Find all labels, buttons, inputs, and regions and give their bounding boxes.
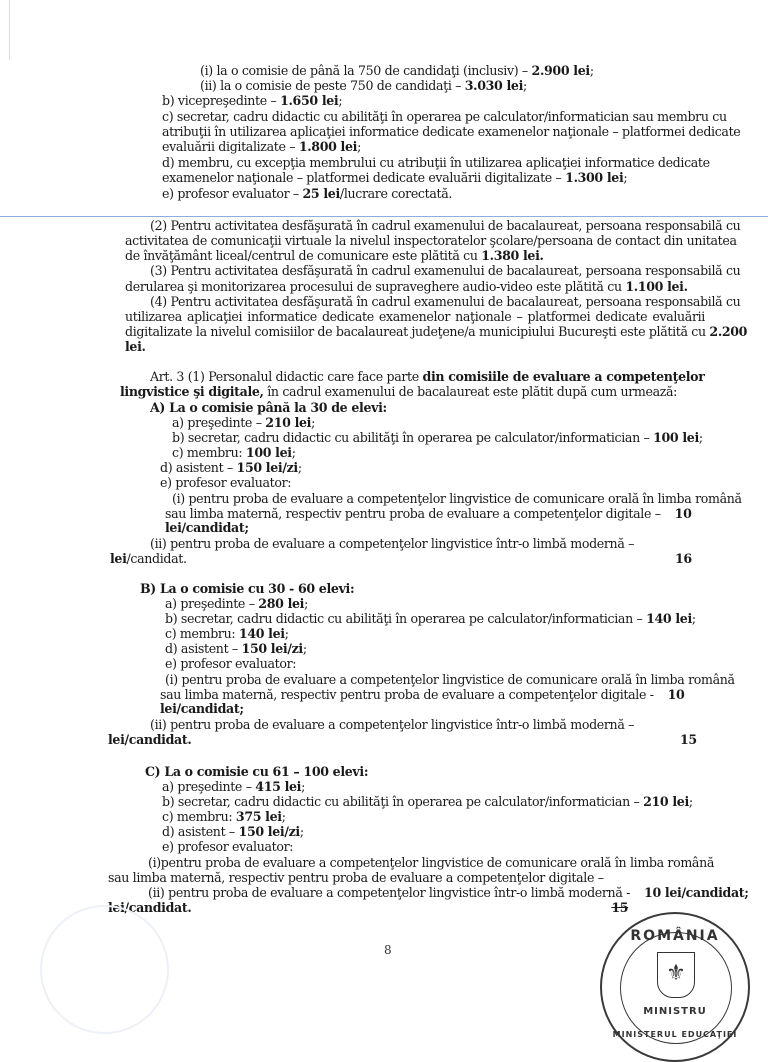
scan-fold-line bbox=[0, 216, 768, 217]
para2-line2: activitatea de comunicaţii virtuale la nivelul inspectoratelor şcolare/persoana de contact din unitatea bbox=[125, 233, 737, 248]
section-b-membru: c) membru: 140 lei; bbox=[165, 626, 289, 641]
faint-stamp-left bbox=[40, 905, 169, 1034]
section-b-secretar: b) secretar, cadru didactic cu abilităţi în operarea pe calculator/informatician – 140 lei; bbox=[165, 611, 696, 626]
para4-line2: utilizarea aplicaţiei informatice dedicate examenelor naţionale – platformei dedicate evaluării bbox=[125, 309, 705, 324]
section-b-i-line2: sau limba maternă, respectiv pentru proba de evaluare a competenţelor digitale - 10 bbox=[160, 687, 685, 702]
section-c-ii-value: 15 bbox=[611, 900, 629, 915]
para2-line1: (2) Pentru activitatea desfăşurată în cadrul examenului de bacalaureat, persoana responsabilă cu bbox=[150, 218, 741, 233]
line-d-1: d) membru, cu excepţia membrului cu atribuţii în utilizarea aplicaţiei informatice dedicate bbox=[162, 155, 710, 170]
section-c-ii-line2: lei/candidat. 15 bbox=[108, 900, 629, 915]
section-c-asistent: d) asistent – 150 lei/zi; bbox=[162, 824, 304, 839]
section-a-i-line1: (i) pentru proba de evaluare a competenţelor lingvistice de comunicare orală în limba română bbox=[172, 491, 742, 506]
section-c-presedinte: a) preşedinte – 415 lei; bbox=[162, 779, 306, 794]
section-c-membru: c) membru: 375 lei; bbox=[162, 809, 286, 824]
page-number: 8 bbox=[384, 943, 392, 957]
art3-line2: lingvistice şi digitale, în cadrul examenului de bacalaureat este plătit după cum urmează: bbox=[120, 384, 678, 399]
line-c-3: evaluării digitalizate – 1.800 lei; bbox=[162, 139, 361, 154]
section-a-i-value: 10 bbox=[674, 506, 692, 521]
section-c-secretar: b) secretar, cadru didactic cu abilităţi în operarea pe calculator/informatician – 210 lei; bbox=[162, 794, 693, 809]
section-b-presedinte: a) preşedinte – 280 lei; bbox=[165, 596, 309, 611]
section-c-title: C) La o comisie cu 61 – 100 elevi: bbox=[145, 764, 369, 779]
para2-line3: de învăţământ liceal/centrul de comunicare este plătită cu 1.380 lei. bbox=[125, 248, 544, 263]
para4-line4: lei. bbox=[125, 339, 146, 354]
section-b-profesor: e) profesor evaluator: bbox=[165, 656, 297, 671]
section-a-asistent: d) asistent – 150 lei/zi; bbox=[160, 460, 302, 475]
line-a-ii: (ii) la o comisie de peste 750 de candidaţi – 3.030 lei; bbox=[200, 78, 527, 93]
section-a-ii-value: 16 bbox=[675, 551, 692, 566]
section-a-title: A) La o comisie până la 30 de elevi: bbox=[150, 400, 387, 415]
section-a-ii-line2: lei/candidat. bbox=[110, 551, 187, 566]
para4-line3: digitalizate la nivelul comisiilor de bacalaureat judeţene/a municipiului Bucureşti este plătită cu 2.200 bbox=[125, 324, 748, 339]
section-b-ii-line2: lei/candidat. bbox=[108, 732, 192, 747]
section-a-i-line2: sau limba maternă, respectiv pentru proba de evaluare a competenţelor digitale – 10 bbox=[165, 506, 692, 521]
section-b-asistent: d) asistent – 150 lei/zi; bbox=[165, 641, 307, 656]
section-a-i-line3: lei/candidat; bbox=[165, 520, 249, 535]
section-c-ii-line1: (ii) pentru proba de evaluare a competenţelor lingvistice într-o limbă modernă - 10 lei/candidat; bbox=[148, 885, 749, 900]
coat-of-arms-icon: ⚜ bbox=[657, 952, 695, 998]
para4-line1: (4) Pentru activitatea desfăşurată în cadrul examenului de bacalaureat, persoana responsabilă cu bbox=[150, 294, 741, 309]
section-a-secretar: b) secretar, cadru didactic cu abilităţi în operarea pe calculator/informatician – 100 lei; bbox=[172, 430, 703, 445]
section-b-i-line1: (i) pentru proba de evaluare a competenţelor lingvistice de comunicare orală în limba română bbox=[165, 672, 735, 687]
section-a-membru: c) membru: 100 lei; bbox=[172, 445, 296, 460]
para3-line1: (3) Pentru activitatea desfăşurată în cadrul examenului de bacalaureat, persoana responsabilă cu bbox=[150, 263, 741, 278]
section-b-i-value: 10 bbox=[667, 687, 685, 702]
section-c-profesor: e) profesor evaluator: bbox=[162, 839, 294, 854]
line-a-i: (i) la o comisie de până la 750 de candidaţi (inclusiv) – 2.900 lei; bbox=[200, 63, 594, 78]
section-c-i-line2: sau limba maternă, respectiv pentru proba de evaluare a competenţelor digitale – bbox=[108, 870, 604, 885]
ministry-stamp bbox=[600, 912, 750, 1062]
line-e-profesor: e) profesor evaluator – 25 lei/lucrare corectată. bbox=[162, 186, 453, 201]
stamp-top-text: ROMÂNIA bbox=[630, 928, 720, 944]
section-c-i-value: 10 lei/candidat; bbox=[644, 885, 749, 900]
section-b-title: B) La o comisie cu 30 - 60 elevi: bbox=[140, 581, 355, 596]
stamp-ring-text: MINISTERUL EDUCAŢIEI bbox=[612, 1030, 738, 1039]
section-a-profesor: e) profesor evaluator: bbox=[160, 475, 292, 490]
line-b-vicepresedinte: b) vicepreşedinte – 1.650 lei; bbox=[162, 93, 343, 108]
line-c-1: c) secretar, cadru didactic cu abilităţi în operarea pe calculator/informatician sau membru cu bbox=[162, 109, 727, 124]
section-a-ii-line1: (ii) pentru proba de evaluare a competenţelor lingvistice într-o limbă modernă – bbox=[150, 536, 635, 551]
scan-edge bbox=[9, 0, 10, 60]
art3-line1: Art. 3 (1) Personalul didactic care face parte din comisiile de evaluare a competenţelor bbox=[150, 369, 705, 384]
para3-line2: derularea şi monitorizarea procesului de supraveghere audio-video este plătită cu 1.100 lei. bbox=[125, 279, 688, 294]
section-b-ii-line1: (ii) pentru proba de evaluare a competenţelor lingvistice într-o limbă modernă – bbox=[150, 717, 635, 732]
section-b-ii-value: 15 bbox=[680, 732, 697, 747]
line-d-2: examenelor naţionale – platformei dedicate evaluării digitalizate – 1.300 lei; bbox=[162, 170, 628, 185]
stamp-middle-text: MINISTRU bbox=[643, 1006, 707, 1017]
section-c-i-line1: (i)pentru proba de evaluare a competenţelor lingvistice de comunicare orală în limba română bbox=[148, 855, 715, 870]
section-a-presedinte: a) preşedinte – 210 lei; bbox=[172, 415, 316, 430]
line-c-2: atribuţii în utilizarea aplicaţiei informatice dedicate examenelor naţionale – platformei dedicate bbox=[162, 124, 741, 139]
section-b-i-line3: lei/candidat; bbox=[160, 701, 244, 716]
